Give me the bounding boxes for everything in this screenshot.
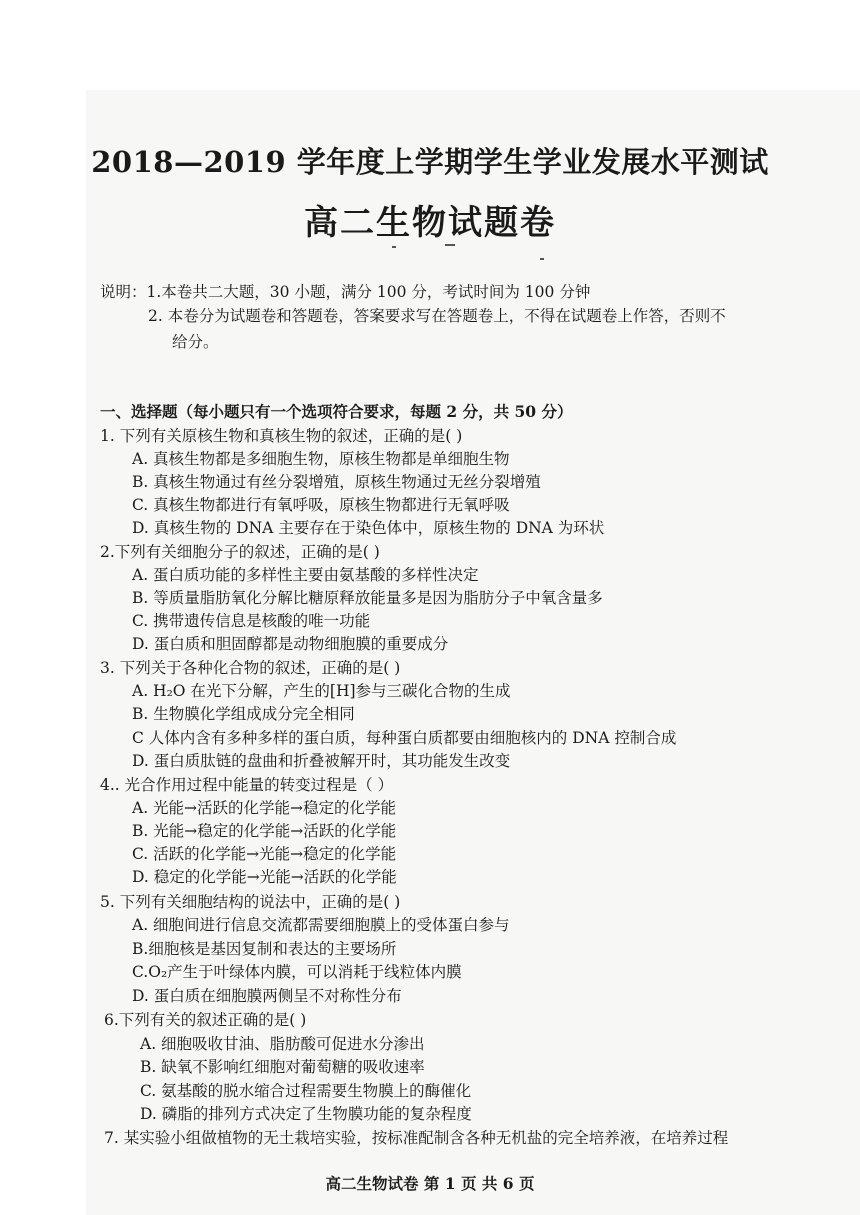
question-option: D. 稳定的化学能→光能→活跃的化学能 [132,868,397,886]
question-stem: 6.下列有关的叙述正确的是( ) [104,1011,307,1029]
question-option: D. 蛋白质肽链的盘曲和折叠被解开时，其功能发生改变 [132,752,511,770]
exam-subtitle: 高二生物试题卷 [304,203,556,243]
question-stem: 4.. 光合作用过程中能量的转变过程是（ ） [100,776,394,794]
question-stem: 5. 下列有关细胞结构的说法中，正确的是( ) [100,893,401,911]
question-option: B. 缺氧不影响红细胞对葡萄糖的吸收速率 [140,1058,425,1076]
question-option: B. 真核生物通过有丝分裂增殖，原核生物通过无丝分裂增殖 [132,473,541,491]
section-heading: 一、选择题（每小题只有一个选项符合要求，每题 2 分，共 50 分） [100,402,573,421]
scan-speck [540,258,544,260]
question-option: C.O₂产生于叶绿体内膜，可以消耗于线粒体内膜 [132,963,462,981]
instructions-line-1: 说明：1.本卷共二大题，30 小题，满分 100 分，考试时间为 100 分钟 [100,283,591,301]
scan-speck [392,246,396,248]
scan-speck [445,244,455,246]
question-option: A. 蛋白质功能的多样性主要由氨基酸的多样性决定 [132,566,479,584]
question-option: D. 真核生物的 DNA 主要存在于染色体中，原核生物的 DNA 为环状 [132,519,605,537]
question-option: D. 磷脂的排列方式决定了生物膜功能的复杂程度 [140,1105,472,1123]
question-option: A. H₂O 在光下分解，产生的[H]参与三碳化合物的生成 [132,682,511,700]
question-option: D. 蛋白质和胆固醇都是动物细胞膜的重要成分 [132,635,449,653]
page-footer: 高二生物试卷 第 1 页 共 6 页 [325,1174,535,1193]
question-option: B. 光能→稳定的化学能→活跃的化学能 [132,822,397,840]
question-option: D. 蛋白质在细胞膜两侧呈不对称性分布 [132,987,402,1005]
question-option: A. 光能→活跃的化学能→稳定的化学能 [132,799,397,817]
question-option: C. 氨基酸的脱水缩合过程需要生物膜上的酶催化 [140,1082,472,1100]
question-stem: 1. 下列有关原核生物和真核生物的叙述，正确的是( ) [100,427,463,445]
question-option: B. 等质量脂肪氧化分解比糖原释放能量多是因为脂肪分子中氧含量多 [132,589,603,607]
question-option: C. 携带遗传信息是核酸的唯一功能 [132,612,371,630]
question-stem: 3. 下列关于各种化合物的叙述，正确的是( ) [100,659,401,677]
question-option: B. 生物膜化学组成成分完全相同 [132,705,355,723]
question-option: C 人体内含有多种多样的蛋白质，每种蛋白质都要由细胞核内的 DNA 控制合成 [132,729,677,747]
question-option: C. 活跃的化学能→光能→稳定的化学能 [132,845,397,863]
question-option: A. 细胞间进行信息交流都需要细胞膜上的受体蛋白参与 [132,916,510,934]
question-option: A. 真核生物都是多细胞生物，原核生物都是单细胞生物 [132,450,510,468]
question-option: A. 细胞吸收甘油、脂肪酸可促进水分渗出 [140,1035,425,1053]
question-stem: 7. 某实验小组做植物的无土栽培实验，按标准配制含各种无机盐的完全培养液，在培养过程 [104,1129,729,1147]
instructions-line-2: 2. 本卷分为试题卷和答题卷，答案要求写在答题卷上，不得在试题卷上作答，否则不 [148,307,726,325]
question-option: C. 真核生物都进行有氧呼吸，原核生物都进行无氧呼吸 [132,496,510,514]
instructions-line-3: 给分。 [172,333,219,351]
question-stem: 2.下列有关细胞分子的叙述，正确的是( ) [100,543,380,561]
exam-title: 2018—2019 学年度上学期学生学业发展水平测试 [91,145,769,179]
question-option: B.细胞核是基因复制和表达的主要场所 [132,940,397,958]
